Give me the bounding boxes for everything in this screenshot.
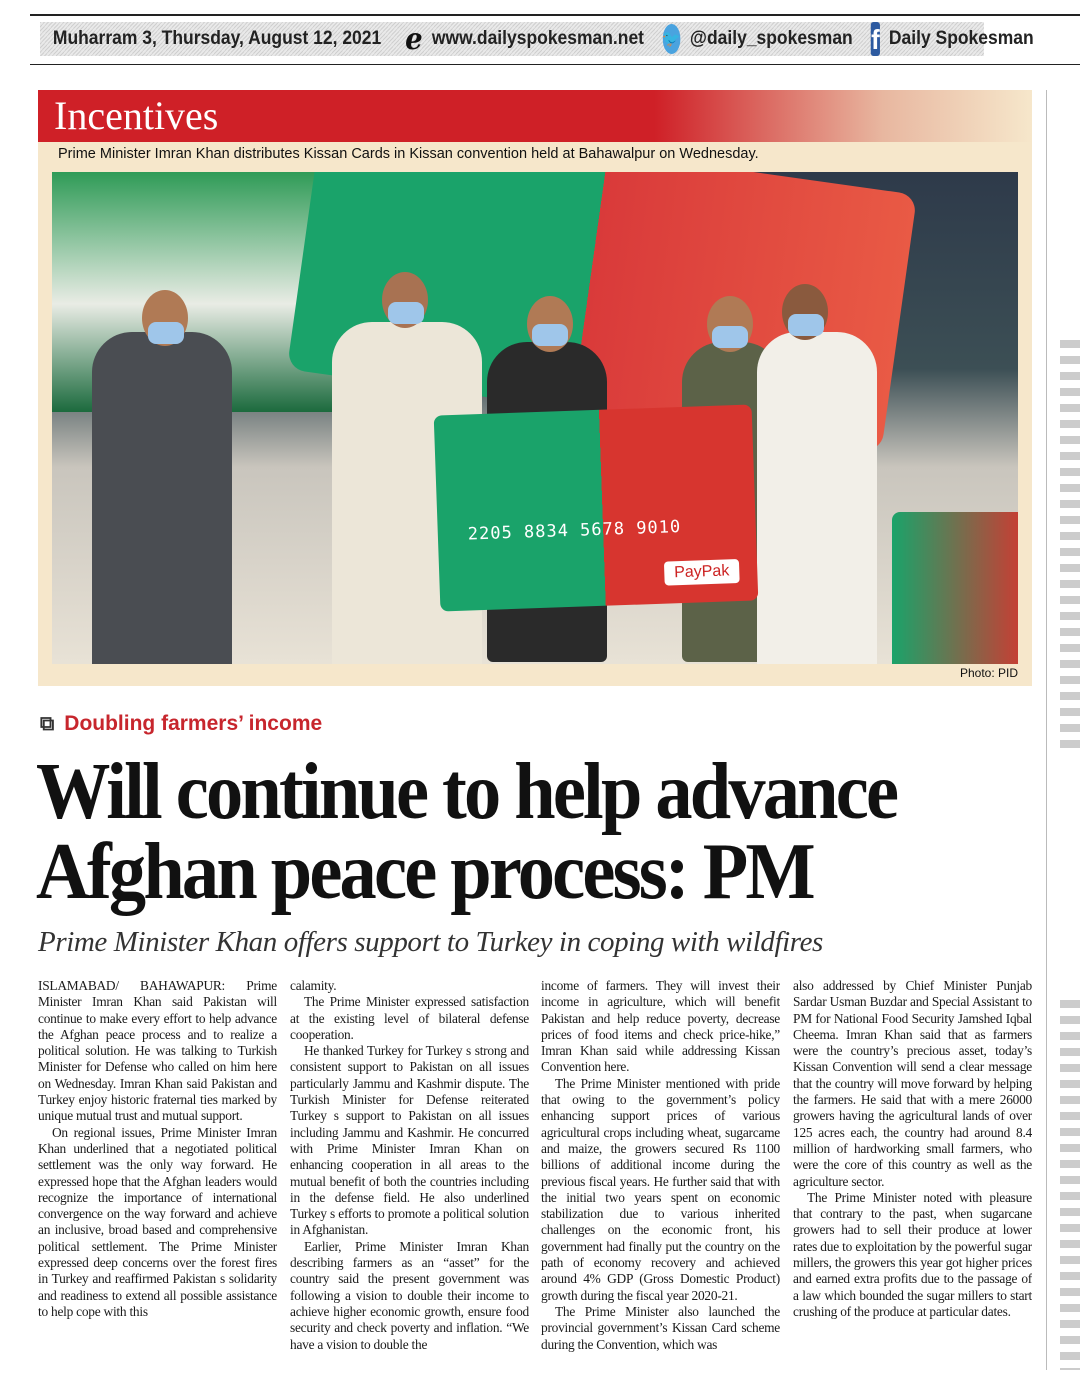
face-mask <box>388 302 424 324</box>
paragraph: The Prime Minister mentioned with pride that owing to the government’s policy enhancing support prices of various agricultural crops including wheat, sugarcame and maize, the growers secured Rs 1100 billions of additional income during the previous fiscal years. He further said that with the initial two years spent on economic stabilization due to various inherited challenges on the economic front, his government had finally put the country on the path of economy recovery and achieved around 4% GDP (Gross Domestic Product) growth during the fiscal year 2020-21. <box>541 1075 780 1303</box>
paragraph: Earlier, Prime Minister Imran Khan describing farmers as an “asset” for the country said the present government was following a vision to double their income to achieve higher economic growth, ensure food security and check poverty and inflation. “We have a vision to double the <box>290 1238 529 1352</box>
person-silhouette <box>757 332 877 664</box>
photo-feature <box>38 90 1032 686</box>
newspaper-logo-icon: ⧉ <box>40 712 55 735</box>
article-column <box>541 978 780 1378</box>
paragraph: On regional issues, Prime Minister Imran Khan underlined that a negotiated political settlement was the only way forward. He expressed hope that the Afghan leaders would recognize the importance of international convergence on the way forward and achieve an inclusive, broad based and comprehensive political settlement. The Prime Minister expressed deep concerns over the forest fires in Turkey and reaffirmed Pakistan s solidarity and readiness to extend all possible assistance to help cope with this <box>38 1124 277 1319</box>
kissan-card <box>434 405 759 612</box>
headline: Will continue to help advance Afghan peace process: PM <box>36 748 897 916</box>
article-column <box>290 978 529 1378</box>
article-column <box>38 978 277 1378</box>
paragraph: calamity. <box>290 978 337 993</box>
photo-credit: Photo: PID <box>959 666 1018 680</box>
date-line: Muharram 3, Thursday, August 12, 2021 <box>52 28 382 49</box>
adjacent-article-clipped <box>1060 340 1080 750</box>
photo-kicker: Incentives <box>54 93 219 138</box>
news-photo <box>52 172 1018 664</box>
paragraph: income of farmers. They will invest their income in agriculture, which will benefit Pakistan and help reduce poverty, decrease prices of food items and check price-hike,” Imran Khan said while addressing Kissan Convention here. <box>541 978 780 1075</box>
masthead-strip <box>40 21 1034 57</box>
twitter-handle[interactable]: @daily_spokesman <box>689 28 853 49</box>
photo-caption: Prime Minister Imran Khan distributes Kissan Cards in Kissan convention held at Bahawalpur on Wednesday. <box>58 146 759 162</box>
person-silhouette <box>92 332 232 664</box>
column-divider <box>1046 90 1047 1370</box>
paragraph: also addressed by Chief Minister Punjab Sardar Usman Buzdar and Special Assistant to PM for National Food Security Jamshed Iqbal Cheema. Imran Khan said that as farmers were the country’s precious asset, today’s Kissan Convention will send a clear message that the country will move forward by helping the farmers. He said that with a mere 26000 growers having the agricultural lands of over 125 acres each, the country had around 8.4 million of hardworking small farmers, who were the core of this country as well as the agriculture sector. <box>793 978 1032 1189</box>
card-number: 2205 8834 5678 9010 <box>467 517 682 545</box>
top-rule <box>30 14 1080 16</box>
face-mask <box>148 322 184 344</box>
twitter-icon: 🐦 <box>662 24 680 54</box>
masthead-rule <box>30 64 1080 65</box>
section-label <box>40 712 322 736</box>
website-link[interactable]: www.dailyspokesman.net <box>431 28 645 49</box>
paragraph: The Prime Minister noted with pleasure that contrary to the past, when sugarcane growers had to sell their produce at lower rates due to exploitation by the powerful sugar millers, the growers this year got higher prices and earned extra profits due to the passage of a law which bounded the sugar millers to start crushing of the produce at particular dates. <box>793 1189 1032 1319</box>
face-mask <box>532 324 568 346</box>
adjacent-article-clipped <box>1060 1000 1080 1370</box>
face-mask <box>712 326 748 348</box>
facebook-page[interactable]: Daily Spokesman <box>888 28 1034 49</box>
web-icon: e <box>405 21 423 57</box>
paragraph: The Prime Minister expressed satisfaction at the existing level of bilateral defense cooperation. <box>290 994 529 1042</box>
subheadline: Prime Minister Khan offers support to Turkey in coping with wildfires <box>38 926 823 958</box>
facebook-icon: f <box>871 24 880 55</box>
paragraph: He thanked Turkey for Turkey s strong and consistent support to Pakistan on all issues particularly Jammu and Kashmir dispute. The Turkish Minister for Defense reiterated Turkey s support to Pakistan on all issues including Jammu and Kashmir. He concurred with Prime Minister Imran Khan on enhancing cooperation in all areas to the mutual benefit of both the countries including in the defense field. He also underlined Turkey s efforts to promote a political solution in Afghanistan. <box>290 1043 529 1238</box>
article-column <box>793 978 1032 1378</box>
card-image <box>892 512 1018 664</box>
paragraph: ISLAMABAD/ BAHAWAPUR: Prime Minister Imran Khan said Pakistan will continue to make every effort to help advance the Afghan peace process and to realize a political solution. He was talking to Turkish Minister for Defense who called on him here on Wednesday. Imran Khan said Pakistan and Turkey enjoy historic fraternal ties marked by unique mutual trust and mutual support. <box>38 978 277 1124</box>
paragraph: The Prime Minister also launched the provincial government’s Kissan Card scheme during the Convention, which was <box>541 1303 780 1352</box>
section-title: Doubling farmers’ income <box>64 712 323 735</box>
face-mask <box>788 314 824 336</box>
paypak-logo: PayPak <box>664 559 740 586</box>
